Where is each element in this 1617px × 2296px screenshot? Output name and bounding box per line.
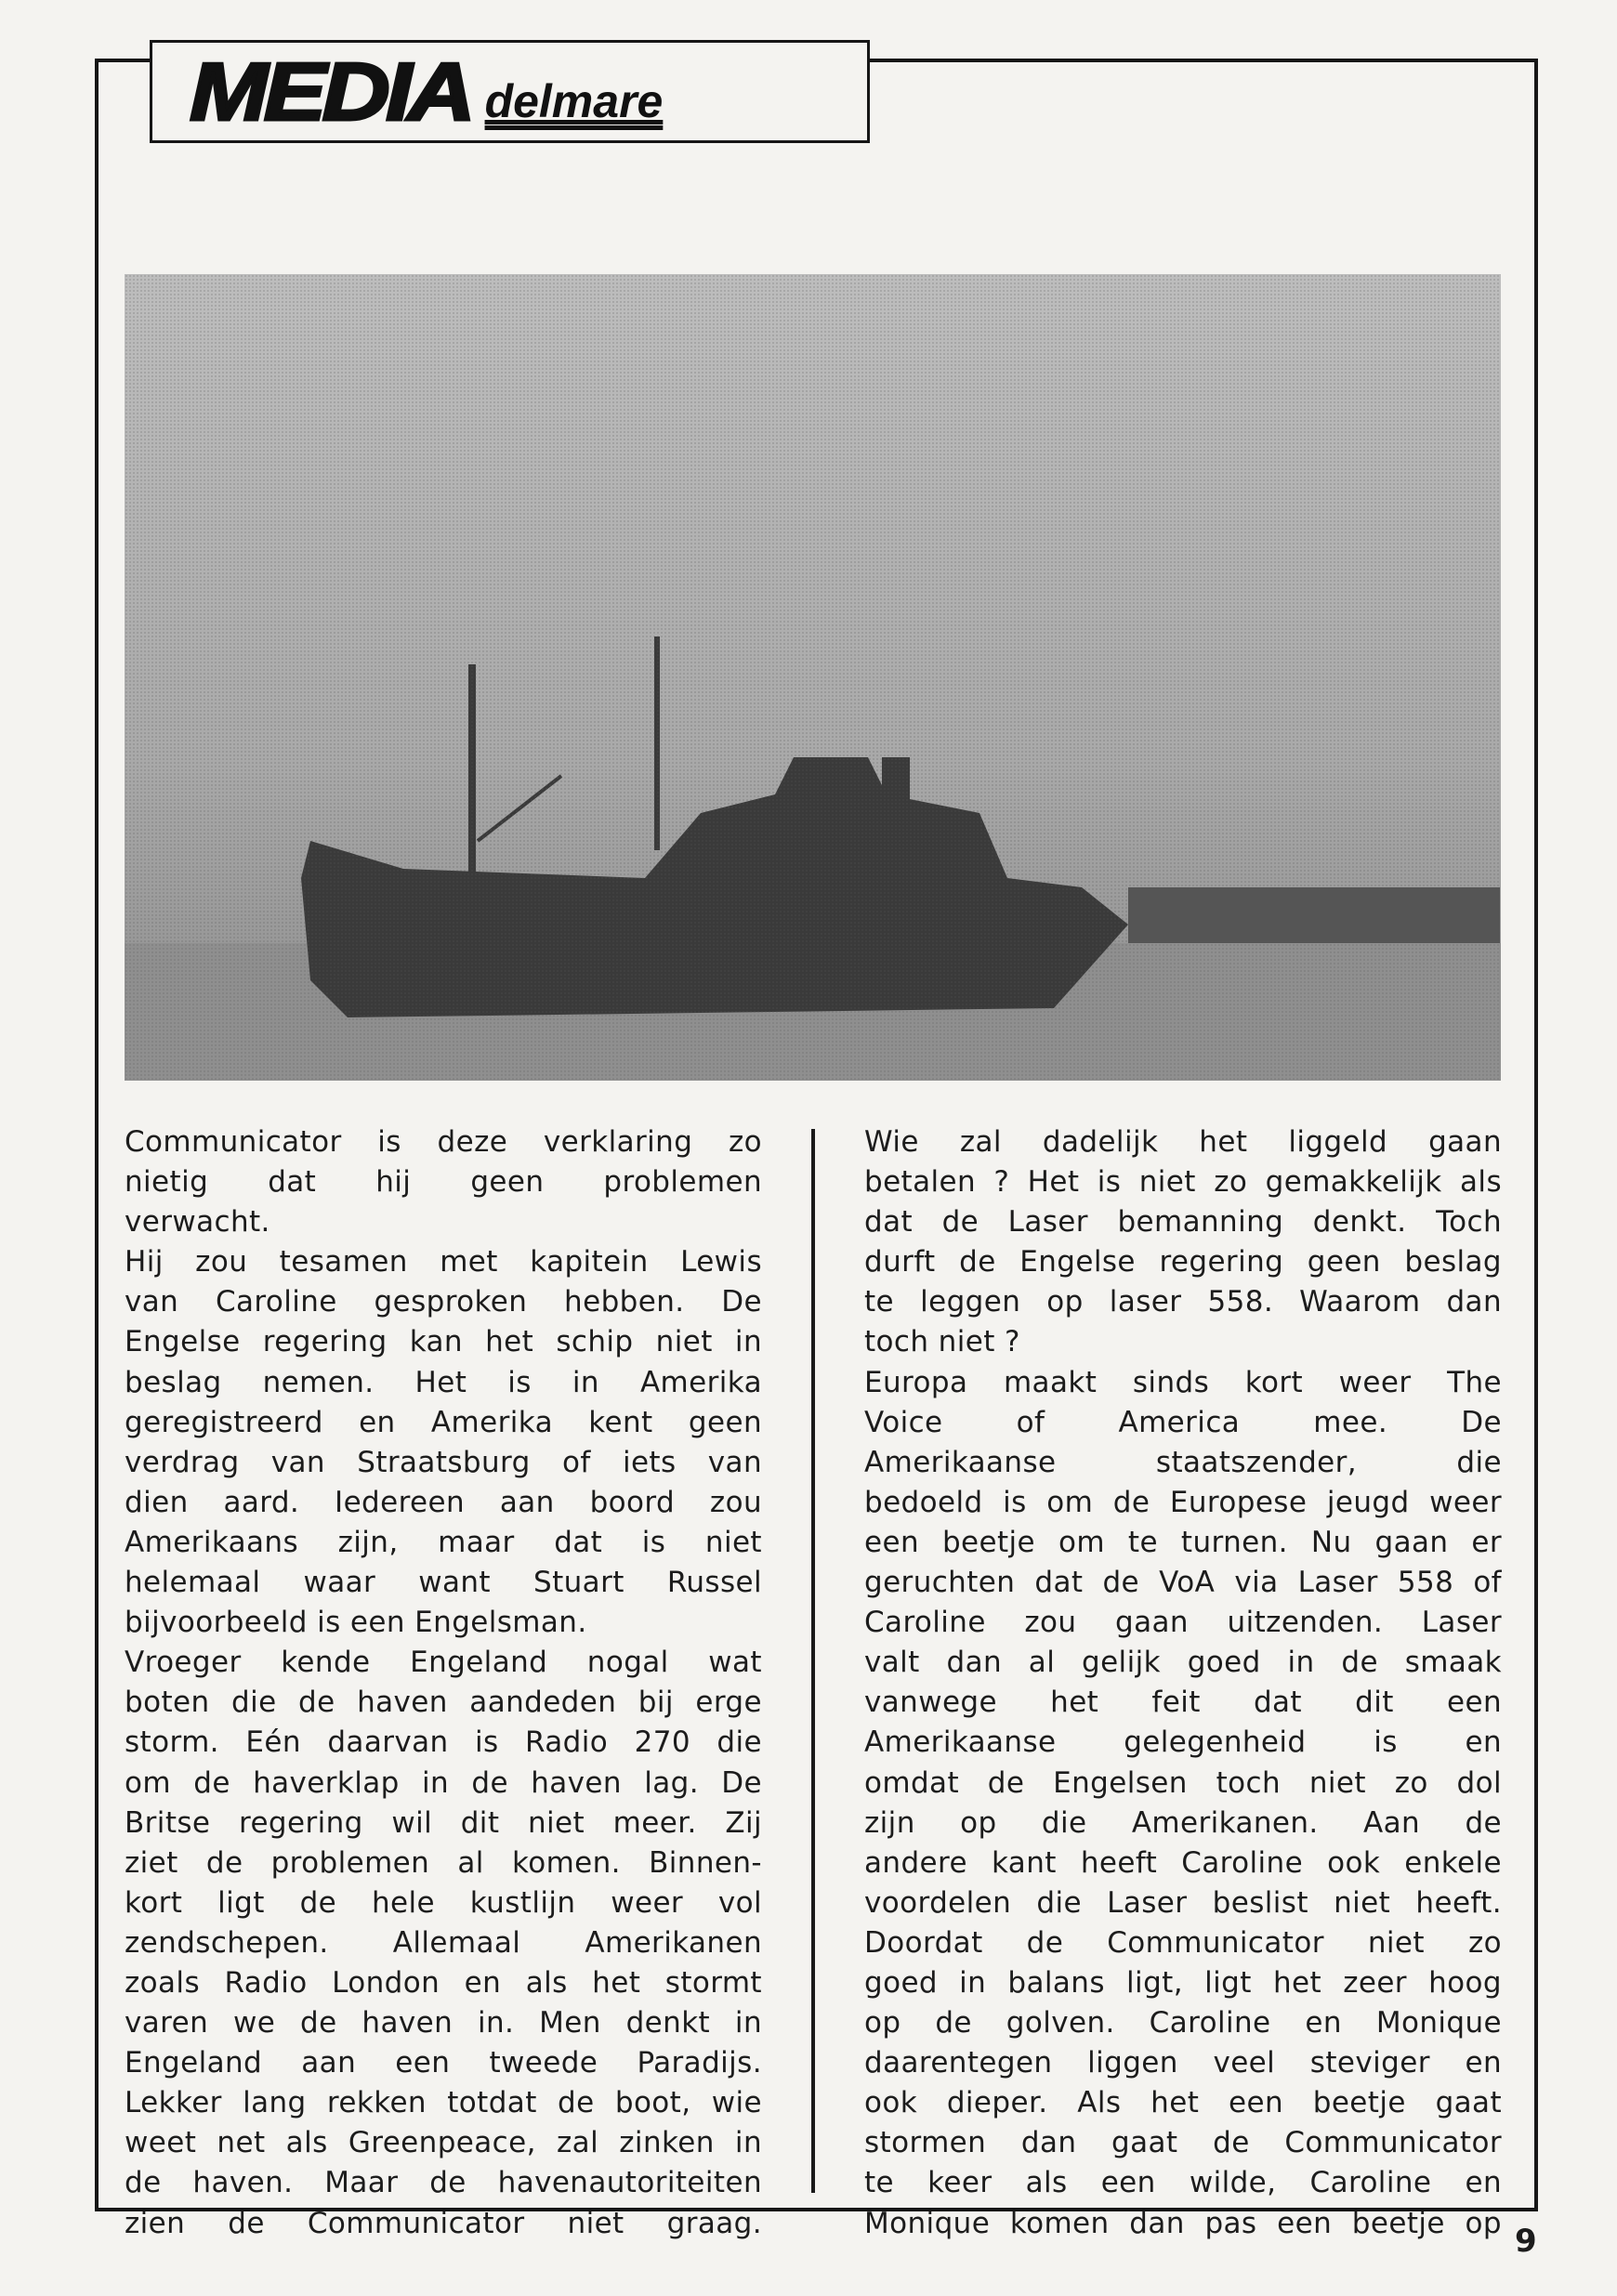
text-line: een beetje om te turnen. Nu gaan er bbox=[864, 1525, 1502, 1559]
text-line: zendschepen. Allemaal Amerikanen bbox=[125, 1925, 762, 1960]
text-line: Amerikaanse staatszender, die bbox=[864, 1445, 1502, 1479]
text-line: durft de Engelse regering geen beslag bbox=[864, 1245, 1502, 1279]
text-line: zijn op die Amerikanen. Aan de bbox=[864, 1805, 1502, 1840]
text-line: bedoeld is om de Europese jeugd weer bbox=[864, 1485, 1502, 1519]
text-line: om de haverklap in de haven lag. De bbox=[125, 1765, 762, 1800]
text-line: beslag nemen. Het is in Amerika bbox=[125, 1365, 762, 1399]
text-line: Amerikaanse gelegenheid is en bbox=[864, 1725, 1502, 1760]
text-line: betalen ? Het is niet zo gemakkelijk als bbox=[864, 1165, 1502, 1200]
text-line: ziet de problemen al komen. Binnen- bbox=[125, 1845, 762, 1880]
text-line: verdrag van Straatsburg of iets van bbox=[125, 1445, 762, 1479]
text-line: kort ligt de hele kustlijn weer vol bbox=[125, 1885, 762, 1920]
text-line: te keer als een wilde, Caroline en bbox=[864, 2166, 1502, 2200]
text-line: goed in balans ligt, ligt het zeer hoog bbox=[864, 1965, 1502, 2000]
text-line: Europa maakt sinds kort weer The bbox=[864, 1365, 1502, 1399]
text-line: bijvoorbeeld is een Engelsman. bbox=[125, 1606, 587, 1640]
masthead bbox=[150, 40, 870, 143]
text-line: Amerikaans zijn, maar dat is niet bbox=[125, 1525, 762, 1559]
text-line: Wie zal dadelijk het liggeld gaan bbox=[864, 1125, 1502, 1159]
text-column-left bbox=[125, 1122, 762, 2244]
text-line: stormen dan gaat de Communicator bbox=[864, 2126, 1502, 2160]
text-line: Monique komen dan pas een beetje op bbox=[864, 2206, 1502, 2240]
text-line: zoals Radio London en als het stormt bbox=[125, 1965, 762, 2000]
text-line: weet net als Greenpeace, zal zinken in bbox=[125, 2126, 762, 2160]
text-column-right bbox=[864, 1122, 1502, 2244]
text-line: op de golven. Caroline en Monique bbox=[864, 2006, 1502, 2040]
text-line: van Caroline gesproken hebben. De bbox=[125, 1285, 762, 1319]
logo-delmare: delmare bbox=[484, 74, 664, 127]
text-line: geruchten dat de VoA via Laser 558 of bbox=[864, 1566, 1502, 1600]
text-line: storm. Eén daarvan is Radio 270 die bbox=[125, 1725, 762, 1760]
text-line: verwacht. bbox=[125, 1205, 270, 1240]
text-line: Voice of America mee. De bbox=[864, 1405, 1502, 1439]
text-line: daarentegen liggen veel steviger en bbox=[864, 2046, 1502, 2080]
text-line: Engelse regering kan het schip niet in bbox=[125, 1325, 762, 1359]
text-line: te leggen op laser 558. Waarom dan bbox=[864, 1285, 1502, 1319]
text-line: vanwege het feit dat dit een bbox=[864, 1686, 1502, 1720]
logo-media: MEDIA bbox=[190, 45, 472, 138]
text-line: de haven. Maar de havenautoriteiten bbox=[125, 2166, 762, 2200]
text-line: voordelen die Laser beslist niet heeft. bbox=[864, 1885, 1502, 1920]
page-number: 9 bbox=[1515, 2223, 1537, 2260]
text-line: zien de Communicator niet graag. bbox=[125, 2206, 762, 2240]
text-line: ook dieper. Als het een beetje gaat bbox=[864, 2086, 1502, 2120]
text-line: Caroline zou gaan uitzenden. Laser bbox=[864, 1606, 1502, 1640]
text-line: Lekker lang rekken totdat de boot, wie bbox=[125, 2086, 762, 2120]
text-line: Engeland aan een tweede Paradijs. bbox=[125, 2046, 762, 2080]
column-divider bbox=[811, 1129, 815, 2193]
text-line: boten die de haven aandeden bij erge bbox=[125, 1686, 762, 1720]
text-line: geregistreerd en Amerika kent geen bbox=[125, 1405, 762, 1439]
text-line: Communicator is deze verklaring zo bbox=[125, 1125, 762, 1159]
text-line: Vroeger kende Engeland nogal wat bbox=[125, 1646, 762, 1680]
text-line: dien aard. Iedereen aan boord zou bbox=[125, 1485, 762, 1519]
text-line: helemaal waar want Stuart Russel bbox=[125, 1566, 762, 1600]
ship-photo bbox=[125, 274, 1501, 1081]
text-line: valt dan al gelijk goed in de smaak bbox=[864, 1646, 1502, 1680]
text-line: dat de Laser bemanning denkt. Toch bbox=[864, 1205, 1502, 1240]
text-line: varen we de haven in. Men denkt in bbox=[125, 2006, 762, 2040]
text-line: andere kant heeft Caroline ook enkele bbox=[864, 1845, 1502, 1880]
text-line: nietig dat hij geen problemen bbox=[125, 1165, 762, 1200]
text-line: Britse regering wil dit niet meer. Zij bbox=[125, 1805, 762, 1840]
text-line: omdat de Engelsen toch niet zo dol bbox=[864, 1765, 1502, 1800]
text-line: Hij zou tesamen met kapitein Lewis bbox=[125, 1245, 762, 1279]
text-line: Doordat de Communicator niet zo bbox=[864, 1925, 1502, 1960]
text-line: toch niet ? bbox=[864, 1325, 1020, 1359]
